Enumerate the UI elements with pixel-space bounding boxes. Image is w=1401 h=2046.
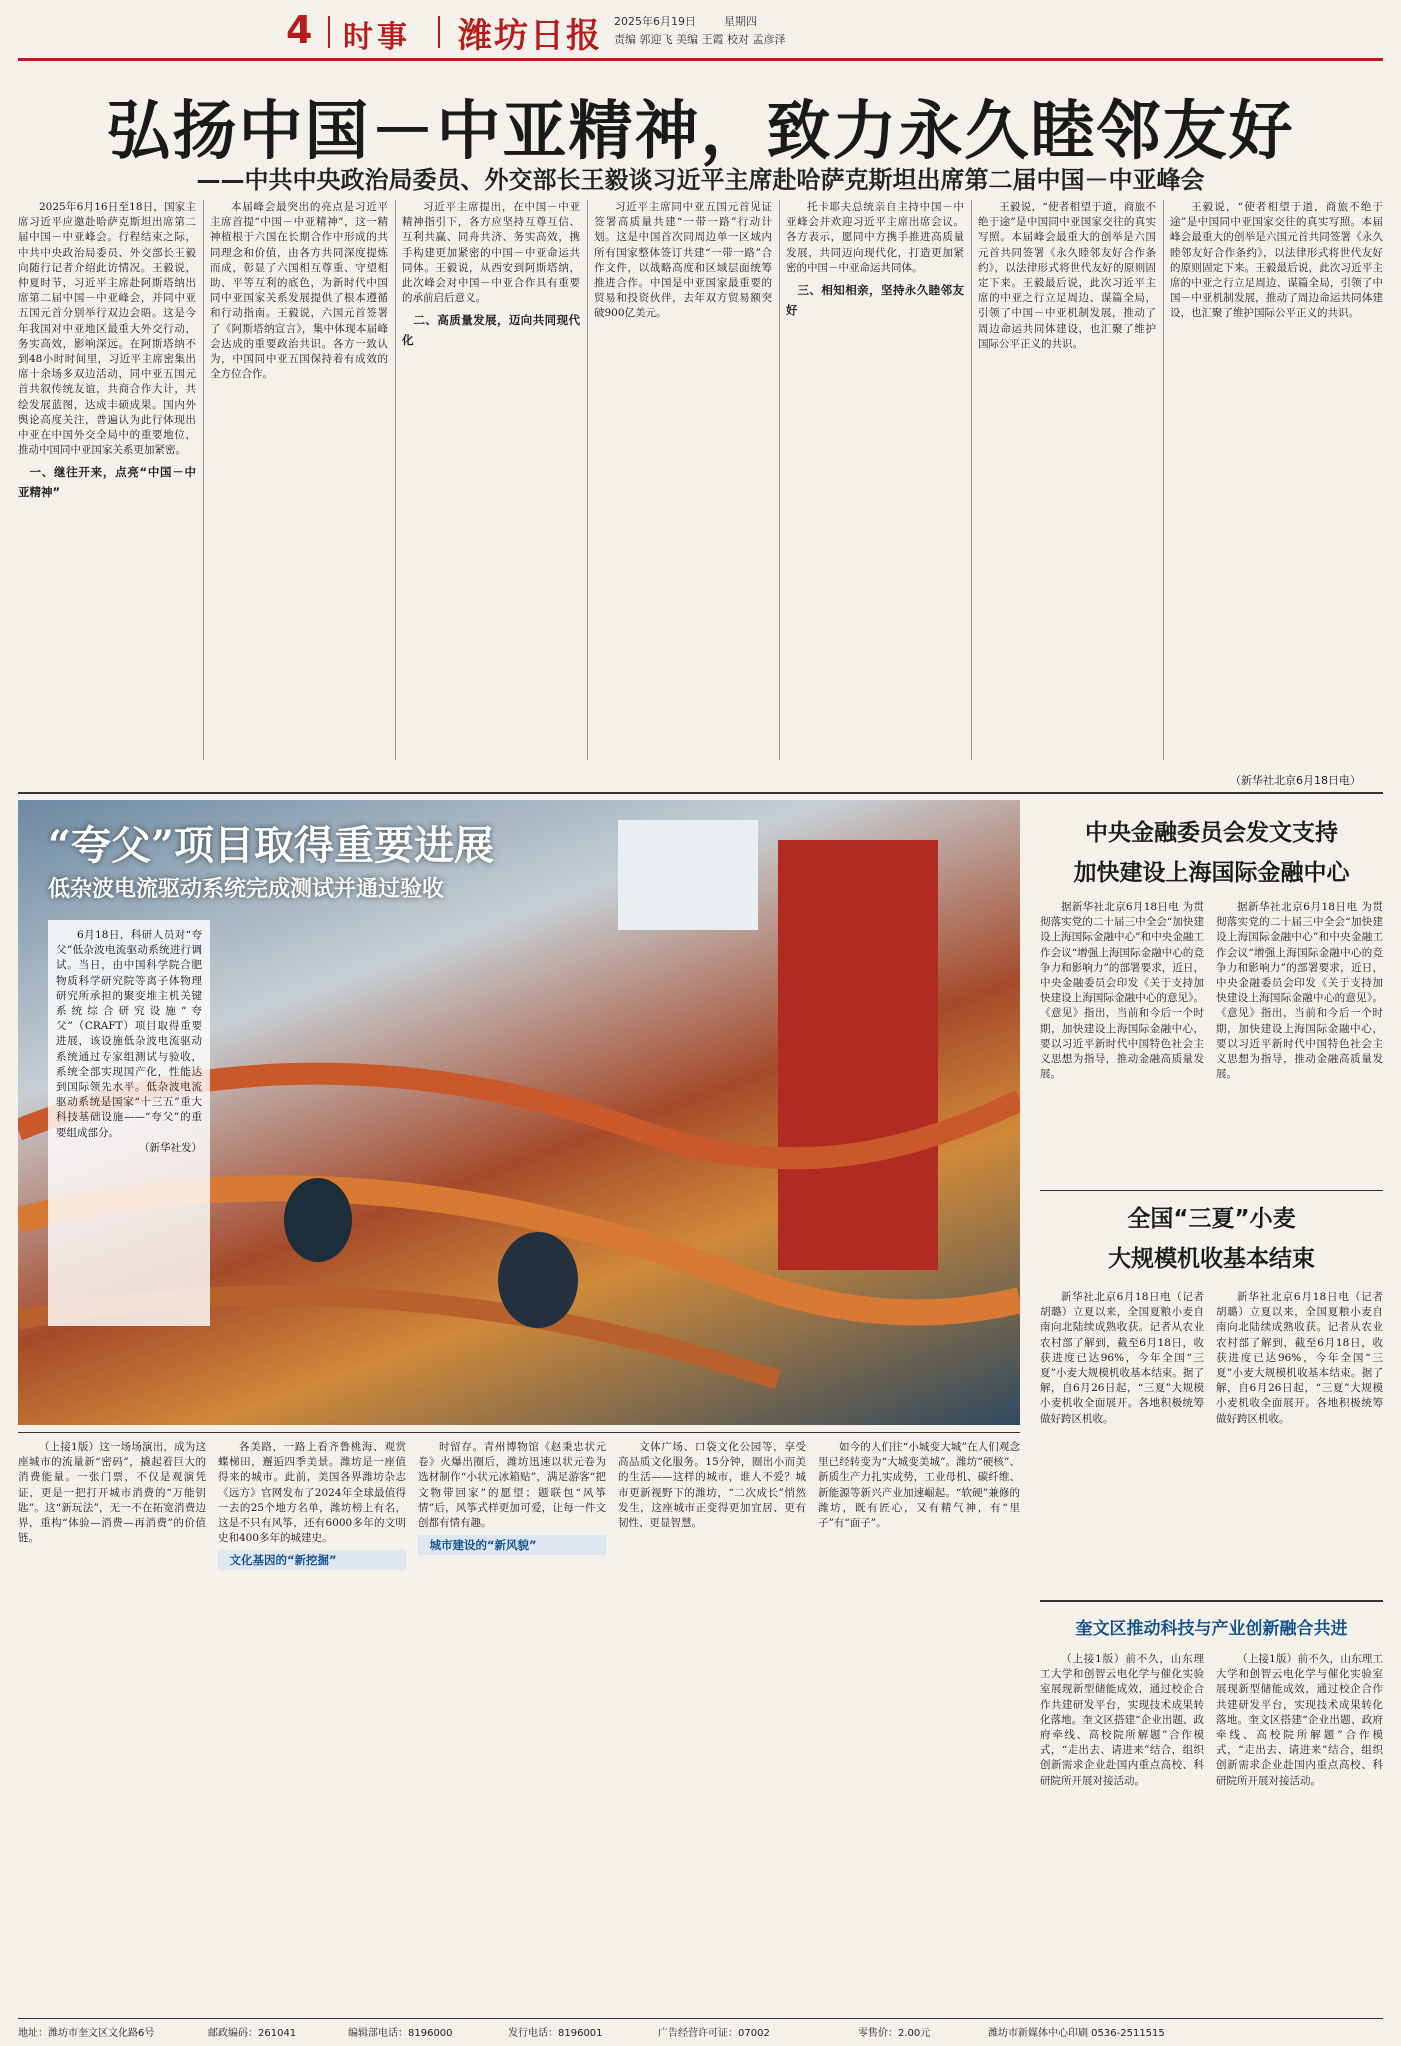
column-divider xyxy=(971,200,972,760)
lead-credit: （新华社北京6月18日电） xyxy=(1230,774,1361,787)
issue-weekday: 星期四 xyxy=(724,15,757,28)
masthead-rule xyxy=(18,58,1383,61)
lead-column-6 xyxy=(978,200,1156,760)
equipment-panel xyxy=(618,820,758,930)
column-divider xyxy=(203,200,204,760)
feature-subheadline: 低杂波电流驱动系统完成测试并通过验收 xyxy=(48,877,445,902)
finance-paragraph: 据新华社北京6月18日电 为贯彻落实党的二十届三中全会“加快建设上海国际金融中心”和中央金融工作会议“增强上海国际金融中心的竞争力和影响力”的部署要求，近日，中央金融委员会印发《关于支持加快建设上海国际金融中心的意见》。《意见》指出，当前和今后一个时期，加快建设上海国际金融中心，要以习近平新时代中国特色社会主义思想为指导，推动金融高质量发展。 xyxy=(1216,901,1383,1081)
bottom-paragraph: （上接1版）这一场场演出，成为这座城市的流量新“密码”，撬起着巨大的消费能量。一张门票，不仅是观演凭证，更是一把打开城市消费的“万能钥匙”。这“新玩法”，无一不在拓宽消费边界，重构“体验—消费—再消费”的价值链。 xyxy=(18,1441,206,1545)
bottom-paragraph: 时留存。青州博物馆《赵秉忠状元卷》火爆出圈后，潍坊迅速以状元卷为选材制作“小状元冰箱贴”，满足游客“把文物带回家”的愿望；题联包“风筝情”后，风筝式样更加可爱，让每一件文创都有情有趣。 xyxy=(418,1441,606,1530)
lead-column-2 xyxy=(210,200,388,760)
researcher-figure xyxy=(284,1178,352,1262)
footer-distribution: 发行电话：8196001 xyxy=(508,2028,603,2039)
culture-subheading: 文化基因的“新挖掘” xyxy=(218,1550,406,1570)
footer-postcode: 邮政编码：261041 xyxy=(208,2028,297,2039)
feature-headline: “夸父”项目取得重要进展 xyxy=(48,822,495,869)
tech-headline: 奎文区推动科技与产业创新融合共进 xyxy=(1075,1619,1348,1639)
bottom-column-4 xyxy=(618,1440,806,2000)
footer-address: 地址：潍坊市奎文区文化路6号 xyxy=(18,2028,155,2039)
tech-box xyxy=(1040,1600,1383,2002)
wheat-paragraph: 新华社北京6月18日电（记者胡璐）立夏以来，全国夏粮小麦自南向北陆续成熟收获。记者从农业农村部了解到，截至6月18日，收获进度已达96%，今年全国“三夏”小麦大规模机收基本结束。据了解，自6月26日起，“三夏”大规模小麦机收全面展开。各地积极统筹做好跨区机收。 xyxy=(1216,1291,1383,1425)
tech-paragraph: （上接1版）前不久，山东理工大学和创智云电化学与催化实验室展现新型储能成效，通过校企合作共建研发平台，实现技术成果转化落地。奎文区搭建“企业出题、政府牵线、高校院所解题”合作模式，“走出去、请进来”结合，组织创新需求企业赴国内重点高校、科研院所开展对接活动。 xyxy=(1216,1653,1383,1787)
masthead xyxy=(18,8,1383,56)
researcher-figure xyxy=(498,1232,578,1328)
footer-printer: 潍坊市新媒体中心印刷 0536-2511515 xyxy=(988,2028,1165,2039)
footer-rule xyxy=(18,2018,1383,2019)
paper-logo: 潍坊日报 xyxy=(458,16,602,56)
masthead-divider-icon xyxy=(438,16,440,48)
issue-date: 2025年6月19日 xyxy=(614,15,696,28)
bottom-column-1 xyxy=(18,1440,206,2000)
lead-paragraph: 王毅说，“使者相望于道，商旅不绝于途”是中国同中亚国家交往的真实写照。本届峰会最重大的创举是六国元首共同签署《永久睦邻友好合作条约》，以法律形式将世代友好的原则固定下来。王毅最后说，此次习近平主席的中亚之行立足周边、谋篇全局，引领了中国－中亚机制发展，推动了周边命运共同体建设，也汇聚了维护国际公平正义的共识。 xyxy=(1170,201,1383,320)
bottom-column-2 xyxy=(218,1440,406,2000)
lead-paragraph: 托卡耶夫总统亲自主持中国－中亚峰会并欢迎习近平主席出席会议。各方表示，愿同中方携手推进高质量发展，共同迈向现代化，打造更加紧密的中国－中亚命运共同体。 xyxy=(786,201,964,274)
lead-column-7 xyxy=(1170,200,1383,760)
masthead-divider-icon xyxy=(328,16,330,48)
bottom-paragraph: 文体广场、口袋文化公园等，享受高品质文化服务。15分钟，圈出小而美的生活——这样的城市，谁人不爱？城市更新视野下的潍坊，“二次成长”悄然发生，这座城市正变得更加宜居、更有韧性、更显智慧。 xyxy=(618,1441,806,1530)
finance-headline-2: 加快建设上海国际金融中心 xyxy=(1073,860,1350,886)
lead-subheadline: ——中共中央政治局委员、外交部长王毅谈习近平主席赴哈萨克斯坦出席第二届中国－中亚峰会 xyxy=(196,166,1205,194)
feature-caption xyxy=(48,920,210,1326)
tech-column-1 xyxy=(1040,1652,1204,1992)
lead-paragraph: 习近平主席同中亚五国元首见证签署高质量共建“一带一路”行动计划。这是中国首次同周边单一区域内所有国家整体签订共建“一带一路”合作文件，以战略高度和区域层面统筹推进合作。中国是中亚国家最重要的贸易和投资伙伴，去年双方贸易额突破900亿美元。 xyxy=(594,201,772,320)
city-subheading: 城市建设的“新风貌” xyxy=(418,1535,606,1555)
wheat-column-2 xyxy=(1216,1290,1383,1590)
finance-column-1 xyxy=(1040,900,1204,1180)
lead-column-4 xyxy=(594,200,772,760)
lead-paragraph: 王毅说，“使者相望于道，商旅不绝于途”是中国同中亚国家交往的真实写照。本届峰会最重大的创举是六国元首共同签署《永久睦邻友好合作条约》，以法律形式将世代友好的原则固定下来。王毅最后说，此次习近平主席的中亚之行立足周边、谋篇全局，引领了中国－中亚机制发展，推动了周边命运共同体建设，也汇聚了维护国际公平正义的共识。 xyxy=(978,201,1156,350)
finance-paragraph: 据新华社北京6月18日电 为贯彻落实党的二十届三中全会“加快建设上海国际金融中心”和中央金融工作会议“增强上海国际金融中心的竞争力和影响力”的部署要求，近日，中央金融委员会印发《关于支持加快建设上海国际金融中心的意见》。《意见》指出，当前和今后一个时期，加快建设上海国际金融中心，要以习近平新时代中国特色社会主义思想为指导，推动金融高质量发展。 xyxy=(1040,901,1204,1081)
red-generator-tank xyxy=(778,840,938,1270)
feature-caption-text: 6月18日，科研人员对“夸父”低杂波电流驱动系统进行调试。当日，由中国科学院合肥物质科学研究院等离子体物理研究所承担的聚变堆主机关键系统综合研究设施“夸父”（CRAFT）项目取得重要进展，该设施低杂波电流驱动系统通过专家组测试与验收，系统全部实现国产化，性能达到国际领先水平。低杂波电流驱动系统是国家“十三五”重大科技基础设施——“夸父”的重要组成部分。 xyxy=(56,929,202,1139)
lead-section-heading: 二、高质量发展，迈向共同现代化 xyxy=(402,313,580,348)
wheat-headline-2: 大规模机收基本结束 xyxy=(1108,1246,1315,1272)
footer-ad-license: 广告经营许可证：07002 xyxy=(658,2028,770,2039)
bottom-column-5 xyxy=(818,1440,1020,2000)
feature-credit: （新华社发） xyxy=(139,1141,202,1154)
section-rule xyxy=(18,1432,1020,1433)
footer-price: 零售价：2.00元 xyxy=(858,2028,931,2039)
lead-paragraph: 本届峰会最突出的亮点是习近平主席首提“中国－中亚精神”，这一精神植根于六国在长期合作中形成的共同理念和价值，由各方共同深度提炼而成，彰显了六国相互尊重、守望相助、平等互利的底色，为新时代中国同中亚国家关系发展提供了根本遵循和行动指南。王毅说，六国元首签署了《阿斯塔纳宣言》，集中体现本届峰会达成的重要政治共识。各方一致认为，中国同中亚五国保持着有成效的全方位合作。 xyxy=(210,201,388,381)
editor-credits: 责编 郭迎飞 美编 王霞 校对 孟彦泽 xyxy=(614,33,786,46)
lead-section-heading: 一、继往开来，点亮“中国－中亚精神” xyxy=(18,465,196,500)
wheat-headline-1: 全国“三夏”小麦 xyxy=(1127,1206,1296,1232)
section-rule xyxy=(18,792,1383,794)
column-divider xyxy=(1163,200,1164,760)
column-divider xyxy=(395,200,396,760)
wheat-paragraph: 新华社北京6月18日电（记者胡璐）立夏以来，全国夏粮小麦自南向北陆续成熟收获。记者从农业农村部了解到，截至6月18日，收获进度已达96%，今年全国“三夏”小麦大规模机收基本结束。据了解，自6月26日起，“三夏”大规模小麦机收全面展开。各地积极统筹做好跨区机收。 xyxy=(1040,1291,1204,1425)
page-number: 4 xyxy=(286,8,313,52)
finance-headline-1: 中央金融委员会发文支持 xyxy=(1085,820,1338,846)
footer xyxy=(18,2024,1383,2040)
lead-paragraph: 习近平主席提出，在中国－中亚精神指引下，各方应坚持互尊互信、互利共赢、同舟共济、务实高效，携手构建更加紧密的中国－中亚命运共同体。王毅说，从西安到阿斯塔纳，此次峰会对中国－中亚合作具有重要的承前启后意义。 xyxy=(402,201,580,305)
footer-desk: 编辑部电话：8196000 xyxy=(348,2028,453,2039)
feature-photo xyxy=(18,800,1020,1425)
lead-section-heading: 三、相知相亲，坚持永久睦邻友好 xyxy=(786,283,964,318)
lead-paragraph: 2025年6月16日至18日，国家主席习近平应邀赴哈萨克斯坦出席第二届中国－中亚峰会。行程结束之际，中共中央政治局委员、外交部长王毅向随行记者介绍此访情况。王毅说，仲夏时节，习近平主席赴阿斯塔纳出席第二届中国－中亚峰会，并同中亚五国元首分别举行双边会晤。这是今年我国对中亚地区最重大外交行动，务实高效，影响深远。在阿斯塔纳不到48小时时间里，习近平主席密集出席十余场多双边活动，同中亚五国元首共叙传统友谊，共商合作大计，共绘发展蓝图，达成丰硕成果。国内外舆论高度关注，普遍认为此行体现出中亚在中国外交全局中的重要地位，推动中国同中亚国家关系更加紧密。 xyxy=(18,201,196,457)
wheat-column-1 xyxy=(1040,1290,1204,1590)
lead-column-5 xyxy=(786,200,964,760)
bottom-column-3 xyxy=(418,1440,606,2000)
bottom-paragraph: 各美路，一路上看齐鲁桃海、观赏蝶梯田，邂逅四季美景。潍坊是一座值得来的城市。此前，美国各界潍坊杂志《远方》官网发布了2024年全球最值得一去的25个地方名单，潍坊榜上有名，这是不只有风筝，还有6000多年的文明史和400多年的城建史。 xyxy=(218,1441,406,1545)
lead-headline: 弘扬中国－中亚精神，致力永久睦邻友好 xyxy=(106,94,1295,169)
lead-column-3 xyxy=(402,200,580,760)
section-rule xyxy=(1040,1190,1383,1191)
tech-column-2 xyxy=(1216,1652,1383,1992)
column-divider xyxy=(779,200,780,760)
tech-paragraph: （上接1版）前不久，山东理工大学和创智云电化学与催化实验室展现新型储能成效，通过校企合作共建研发平台，实现技术成果转化落地。奎文区搭建“企业出题、政府牵线、高校院所解题”合作模式，“走出去、请进来”结合，组织创新需求企业赴国内重点高校、科研院所开展对接活动。 xyxy=(1040,1653,1204,1787)
column-divider xyxy=(587,200,588,760)
finance-column-2 xyxy=(1216,900,1383,1180)
section-name: 时事 xyxy=(343,20,411,55)
lead-column-1 xyxy=(18,200,196,760)
bottom-paragraph: 如今的人们往“小城变大城”在人们观念里已经转变为“大城变美城”。潍坊“硬核”、新质生产力扎实成势，工业母机、碳纤维、新能源等新兴产业加速崛起。“软硬”兼修的潍坊，既有匠心，又有精气神，有“里子”有“面子”。 xyxy=(818,1441,1020,1530)
